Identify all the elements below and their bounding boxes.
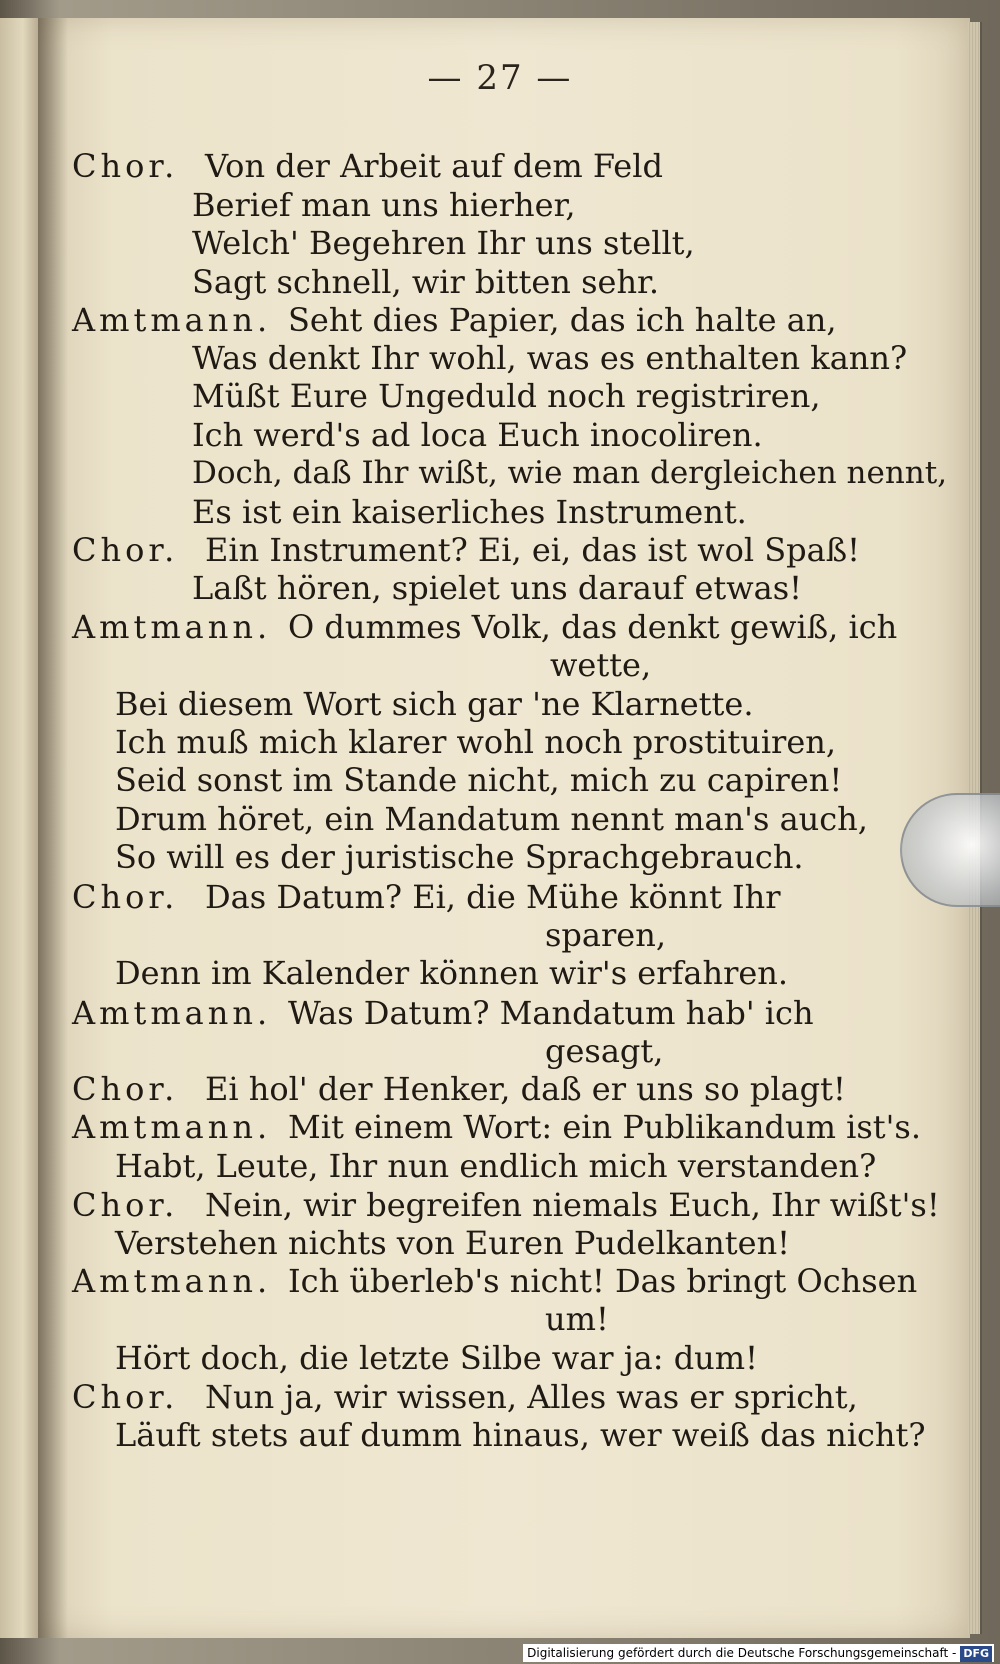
verse-line: Sagt schnell, wir bitten sehr. [192, 263, 659, 301]
credit-text: Digitalisierung gefördert durch die Deutsche Forschungsgemeinschaft - [527, 1646, 957, 1660]
verse-line: Was denkt Ihr wohl, was es enthalten kann? [192, 339, 908, 377]
verse-line: Müßt Eure Ungeduld noch registriren, [192, 377, 821, 415]
facing-page-edge [0, 18, 40, 1638]
verse-line: So will es der juristische Sprachgebrauch. [115, 838, 804, 876]
digitization-credit [523, 1644, 994, 1662]
verse-line: Ich muß mich klarer wohl noch prostituiren, [115, 723, 837, 761]
speaker-label: Chor. [72, 531, 179, 569]
spine-shadow [38, 18, 68, 1638]
verse-line: Seht dies Papier, das ich halte an, [288, 301, 837, 339]
verse-line: gesagt, [545, 1032, 664, 1070]
verse-line: Drum höret, ein Mandatum nennt man's auch, [115, 800, 868, 838]
speaker-label: Amtmann. [72, 608, 272, 646]
speaker-label: Chor. [72, 878, 179, 916]
page-number: — 27 — [427, 58, 573, 98]
verse-line: sparen, [545, 916, 666, 954]
speaker-label: Chor. [72, 1070, 179, 1108]
verse-line: Mit einem Wort: ein Publikandum ist's. [288, 1108, 921, 1146]
verse-line: Doch, daß Ihr wißt, wie man dergleichen nennt, [192, 455, 948, 491]
verse-line: Bei diesem Wort sich gar 'ne Klarnette. [115, 685, 754, 723]
verse-line: Welch' Begehren Ihr uns stellt, [192, 224, 695, 262]
verse-line: Habt, Leute, Ihr nun endlich mich verstanden? [115, 1147, 877, 1185]
verse-line: O dummes Volk, das denkt gewiß, ich [288, 608, 898, 646]
verse-line: Denn im Kalender können wir's erfahren. [115, 954, 789, 992]
verse-line: Was Datum? Mandatum hab' ich [288, 994, 814, 1032]
verse-line: Läuft stets auf dumm hinaus, wer weiß das nicht? [115, 1416, 926, 1454]
verse-line: Es ist ein kaiserliches Instrument. [192, 493, 747, 531]
verse-line: Laßt hören, spielet uns darauf etwas! [192, 569, 802, 607]
speaker-label: Chor. [72, 1378, 179, 1416]
dfg-logo: DFG [960, 1646, 992, 1662]
verse-line: Nein, wir begreifen niemals Euch, Ihr wißt's! [205, 1186, 940, 1224]
verse-line: Nun ja, wir wissen, Alles was er spricht, [205, 1378, 858, 1416]
verse-line: Hört doch, die letzte Silbe war ja: dum! [115, 1339, 758, 1377]
speaker-label: Amtmann. [72, 301, 272, 339]
speaker-label: Amtmann. [72, 994, 272, 1032]
speaker-label: Amtmann. [72, 1108, 272, 1146]
verse-line: Seid sonst im Stande nicht, mich zu capiren! [115, 761, 843, 799]
verse-line: Berief man uns hierher, [192, 186, 576, 224]
verse-line: Ich überleb's nicht! Das bringt Ochsen [288, 1262, 918, 1300]
verse-line: um! [545, 1300, 609, 1338]
speaker-label: Chor. [72, 1186, 179, 1224]
speaker-label: Amtmann. [72, 1262, 272, 1300]
verse-line: Ei hol' der Henker, daß er uns so plagt! [205, 1070, 846, 1108]
speaker-label: Chor. [72, 147, 179, 185]
verse-line: Das Datum? Ei, die Mühe könnt Ihr [205, 878, 781, 916]
verse-line: Ein Instrument? Ei, ei, das ist wol Spaß! [205, 531, 860, 569]
verse-line: Von der Arbeit auf dem Feld [205, 147, 663, 185]
verse-line: Ich werd's ad loca Euch inocoliren. [192, 416, 763, 454]
verse-line: Verstehen nichts von Euren Pudelkanten! [115, 1224, 791, 1262]
verse-line: wette, [550, 646, 652, 684]
